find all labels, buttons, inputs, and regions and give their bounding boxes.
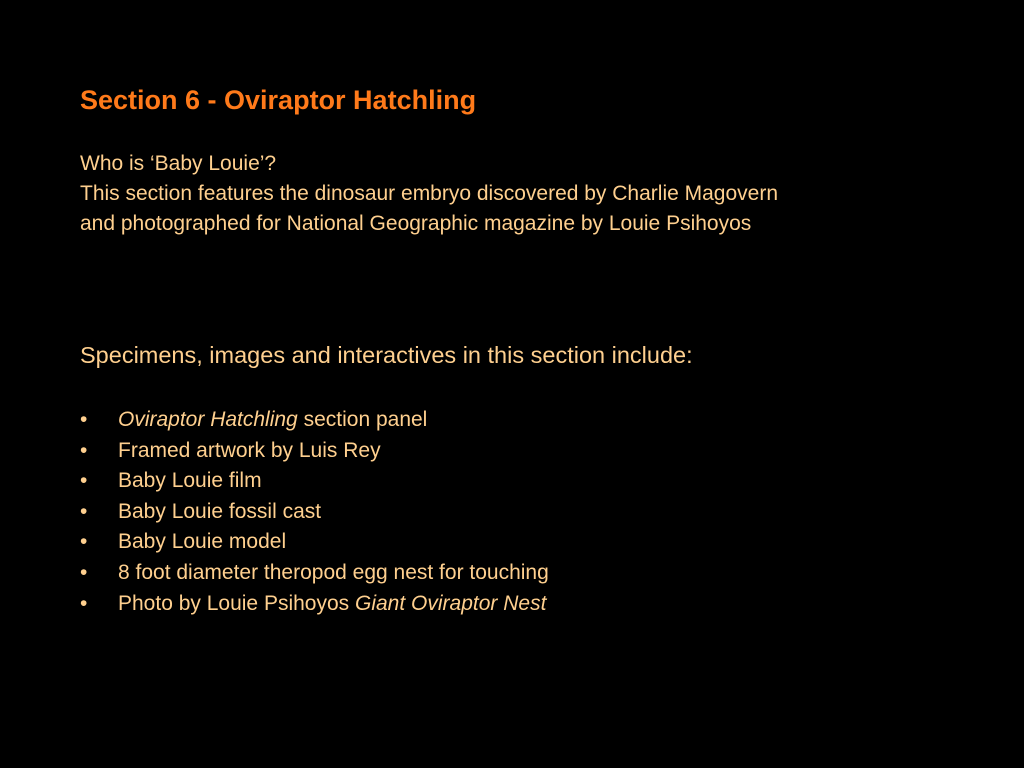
bullet-icon: •	[80, 499, 88, 523]
list-item-text: Photo by Louie Psihoyos	[118, 591, 355, 615]
list-item	[80, 497, 549, 528]
list-item-text: Baby Louie film	[118, 469, 262, 493]
list-item-italic: Oviraptor Hatchling	[118, 408, 298, 431]
list-item	[80, 436, 549, 467]
list-item	[80, 558, 549, 589]
intro-block	[80, 149, 960, 239]
bullet-icon: •	[80, 408, 88, 431]
list-item-text: 8 foot diameter theropod egg nest for touching	[118, 560, 549, 584]
list-heading: Specimens, images and interactives in this section include:	[80, 342, 693, 368]
list-item	[80, 466, 549, 497]
intro-question: Who is ‘Baby Louie’?	[80, 152, 277, 175]
intro-line-2: and photographed for National Geographic magazine by Louie Psihoyos	[80, 212, 752, 235]
list-item	[80, 589, 549, 620]
list-item-text: Framed artwork by Luis Rey	[118, 438, 381, 462]
bullet-icon: •	[80, 591, 88, 615]
bullet-icon: •	[80, 560, 88, 584]
bullet-icon: •	[80, 530, 88, 554]
list-item-text: section panel	[297, 408, 428, 431]
bullet-icon: •	[80, 438, 88, 462]
list-item-text: Baby Louie fossil cast	[118, 499, 322, 523]
slide-title: Section 6 - Oviraptor Hatchling	[80, 85, 477, 115]
list-item	[80, 527, 549, 558]
list-item	[80, 405, 549, 436]
specimen-list	[80, 405, 549, 619]
intro-line-1: This section features the dinosaur embryo discovered by Charlie Magovern	[80, 182, 779, 205]
list-item-italic: Giant Oviraptor Nest	[355, 591, 547, 615]
bullet-icon: •	[80, 469, 88, 493]
list-item-text: Baby Louie model	[118, 530, 287, 554]
